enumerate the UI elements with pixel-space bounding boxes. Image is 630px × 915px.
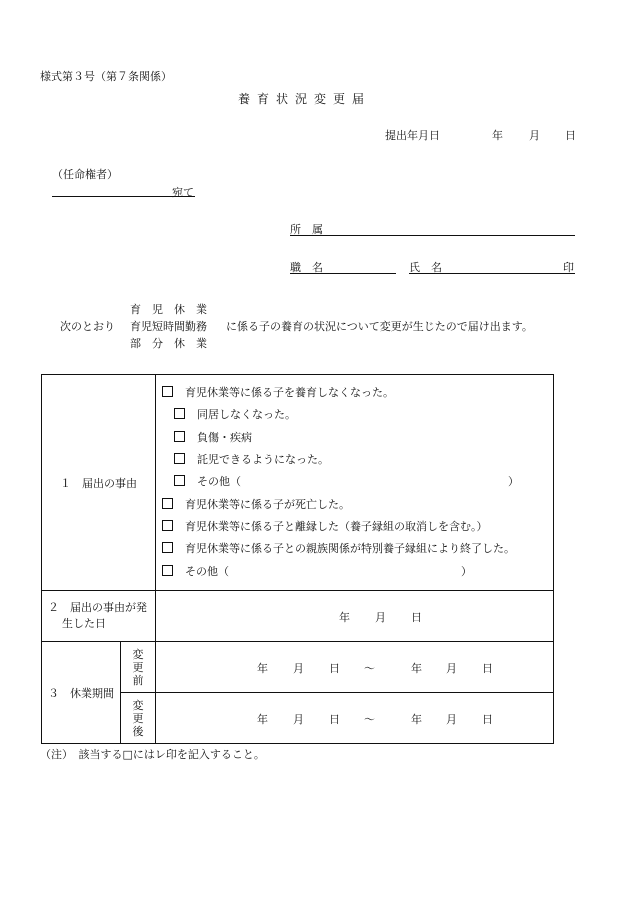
- close-paren: ）: [461, 564, 472, 578]
- leave-type-partial: 部 分 休 業: [130, 337, 207, 350]
- checkbox-icon[interactable]: [174, 475, 185, 486]
- reason-item: 託児できるようになった。: [162, 449, 553, 471]
- affiliation-label: 所 属: [290, 223, 323, 236]
- checkbox-icon[interactable]: [162, 386, 173, 397]
- month-unit: 月: [529, 129, 540, 142]
- period-after[interactable]: 年 月 日 ～ 年 月 日: [156, 693, 554, 744]
- reason-item: 育児休業等に係る子が死亡した。: [162, 494, 553, 516]
- checkbox-icon[interactable]: [162, 565, 173, 576]
- after-change-label: 変 更 後: [121, 693, 156, 744]
- occurrence-header: ２ 届出の事由が発 生した日: [42, 591, 156, 642]
- period-before[interactable]: 年 月 日 ～ 年 月 日: [156, 642, 554, 693]
- reason-item: その他（ ）: [162, 561, 553, 583]
- checkbox-icon[interactable]: [162, 498, 173, 509]
- submission-date-label: 提出年月日: [385, 129, 440, 142]
- leave-type-childcare: 育 児 休 業: [130, 303, 207, 316]
- reason-header: １ 届出の事由: [42, 375, 156, 591]
- period-header: ３ 休業期間: [42, 642, 121, 744]
- reason-item: 同居しなくなった。: [162, 404, 553, 426]
- leave-type-short-hours: 育児短時間勤務: [130, 320, 207, 333]
- position-line: [290, 273, 396, 274]
- position-label: 職 名: [290, 261, 323, 274]
- intro-prefix: 次のとおり: [60, 320, 115, 333]
- reason-item: 負傷・疾病: [162, 427, 553, 449]
- reason-item: 育児休業等に係る子を養育しなくなった。: [162, 382, 553, 404]
- checkbox-icon[interactable]: [174, 431, 185, 442]
- footnote: （注） 該当する□にはレ印を記入すること。: [40, 748, 265, 761]
- intro-suffix: に係る子の養育の状況について変更が生じたので届け出ます。: [226, 320, 533, 333]
- checkbox-icon[interactable]: [174, 453, 185, 464]
- name-line: [409, 273, 575, 274]
- close-paren: ）: [508, 475, 519, 489]
- appointer-label: （任命権者）: [52, 168, 118, 181]
- form-number: 様式第３号（第７条関係）: [40, 70, 172, 83]
- before-change-label: 変 更 前: [121, 642, 156, 693]
- reason-list: [156, 375, 554, 591]
- checkbox-icon[interactable]: [162, 520, 173, 531]
- name-label: 氏 名: [409, 261, 442, 274]
- occurrence-date[interactable]: 年 月 日: [156, 591, 554, 642]
- day-unit: 日: [565, 129, 576, 142]
- checkbox-icon[interactable]: [174, 408, 185, 419]
- reason-item: その他（ ）: [162, 471, 553, 493]
- year-unit: 年: [492, 129, 503, 142]
- affiliation-line: [290, 235, 575, 236]
- notification-table: [41, 374, 554, 744]
- reason-item: 育児休業等に係る子と離縁した（養子縁組の取消しを含む。）: [162, 516, 553, 538]
- page-title: 養育状況変更届: [238, 92, 372, 106]
- checkbox-icon[interactable]: [162, 542, 173, 553]
- addressee-suffix: 宛て: [172, 186, 194, 199]
- reason-item: 育児休業等に係る子との親族関係が特別養子縁組により終了した。: [162, 538, 553, 560]
- seal-mark: 印: [563, 261, 574, 274]
